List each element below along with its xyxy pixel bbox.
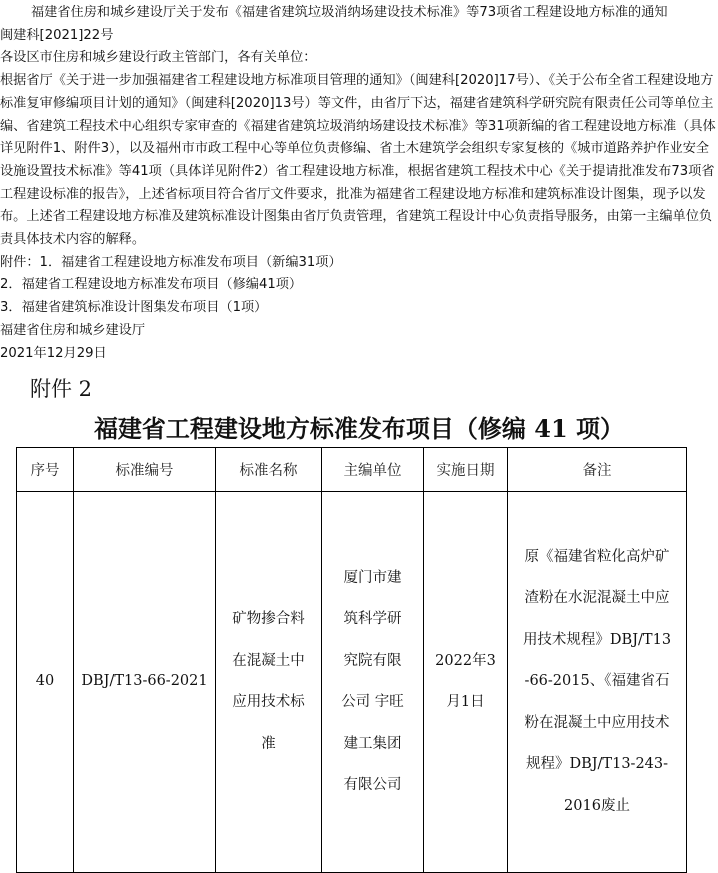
chief-editor-text: 厦门市建筑科学研究院有限公司 宇旺建工集团有限公司 (341, 569, 404, 793)
header-remarks: 备注 (508, 448, 687, 492)
header-chief-editor: 主编单位 (322, 448, 424, 492)
notice-text (0, 2, 718, 365)
notice-body: 根据省厅《关于进一步加强福建省工程建设地方标准项目管理的通知》（闽建科[2020]17号）、《关于公布全省工程建设地方标准复审修编项目计划的通知》（闽建科[2020]13号）等文件，由省厅下达，福建省建筑科学研究院有限责任公司等单位主编、省建筑工程技术中心组织专家审查的《福建省建筑垃圾消纳场建设技术标准》等31项新编的省工程建设地方标准（具体详见附件1、附件3），以及福州市市政工程中心等单位负责修编、省土木建筑学会组织专家复核的《城市道路养护作业安全设施设置技术标准》等41项（具体详见附件2）省工程建设地方标准，根据省建筑工程技术中心《关于提请批准发布73项省工程建设标准的报告》，上述省标项目符合省厅文件要求，批准为福建省工程建设地方标准和建筑标准设计图集，现予以发布。上述省工程建设地方标准及建筑标准设计图集由省厅负责管理，省建筑工程设计中心负责指导服务，由第一主编单位负责具体技术内容的解释。 (0, 73, 716, 248)
attachment-item-1: 附件：1．福建省工程建设地方标准发布项目（新编31项） (0, 254, 342, 270)
notice-salutation: 各设区市住房和城乡建设行政主管部门，各有关单位： (0, 50, 317, 66)
cell-effective-date (424, 492, 508, 873)
header-standard-name: 标准名称 (216, 448, 322, 492)
effective-date-text: 2022年3月1日 (435, 652, 496, 710)
standard-name-text: 矿物掺合料在混凝土中应用技术标准 (232, 611, 305, 752)
remarks-text: 原《福建省粒化高炉矿渣粉在水泥混凝土中应用技术规程》DBJ/T13-66-2015、《福建省石粉在混凝土中应用技术规程》DBJ/T13-243-2016废止 (522, 548, 672, 814)
attachment-label: 附件 2 (30, 377, 93, 401)
notice-date: 2021年12月29日 (0, 345, 107, 361)
notice-title: 福建省住房和城乡建设厅关于发布《福建省建筑垃圾消纳场建设技术标准》等73项省工程建设地方标准的通知 (31, 5, 668, 20)
notice-issuer: 福建省住房和城乡建设厅 (0, 322, 146, 338)
table-row (17, 492, 687, 873)
header-effective-date: 实施日期 (424, 448, 508, 492)
notice-doc-number: 闽建科[2021]22号 (0, 27, 114, 43)
table-title: 福建省工程建设地方标准发布项目（修编 41 项） (93, 414, 625, 443)
cell-serial-no: 40 (17, 492, 74, 873)
cell-remarks (508, 492, 687, 873)
header-standard-code: 标准编号 (74, 448, 216, 492)
standards-table (16, 447, 687, 873)
header-serial-no: 序号 (17, 448, 74, 492)
cell-standard-name (216, 492, 322, 873)
cell-chief-editor (322, 492, 424, 873)
attachment-item-2: 2．福建省工程建设地方标准发布项目（修编41项） (0, 277, 303, 293)
cell-standard-code: DBJ/T13-66-2021 (74, 492, 216, 873)
table-header-row (17, 448, 687, 492)
attachment-item-3: 3．福建省建筑标准设计图集发布项目（1项） (0, 300, 268, 316)
